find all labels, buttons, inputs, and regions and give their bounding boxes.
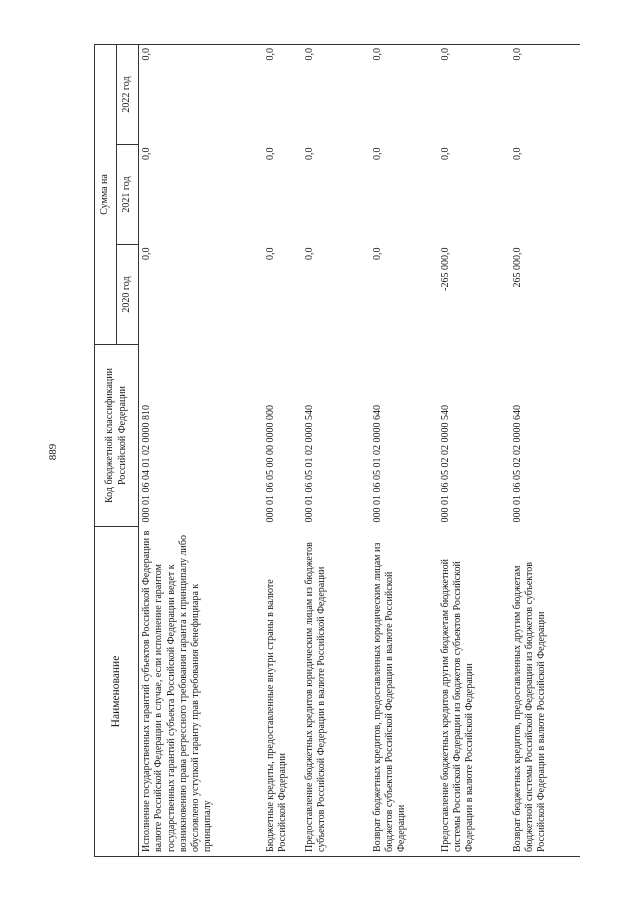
row-value-2022: 0,0: [263, 44, 302, 144]
header-sum-on: Сумма на: [95, 44, 117, 344]
row-value-2021: 0,0: [141, 147, 152, 160]
table-row: [263, 44, 302, 856]
row-value-2020: 0,0: [371, 247, 383, 260]
row-value-2022: 0,0: [510, 44, 580, 144]
row-name: Предоставление бюджетных кредитов юридическим лицам из бюджетов субъектов Российской Федерации в валюте Российской Федерации: [302, 527, 370, 857]
row-value-2020: 0,0: [141, 247, 152, 260]
row-code: 000 01 06 05 01 02 0000 540: [303, 405, 315, 523]
row-name: Бюджетные кредиты, предоставленные внутри страны в валюте Российской Федерации: [263, 527, 302, 857]
row-value-2020: 265 000,0: [511, 247, 523, 288]
table-row: [302, 44, 370, 856]
table-body: [139, 44, 580, 856]
row-name: Возврат бюджетных кредитов, предоставленных другим бюджетам бюджетной системы Российской Федерации из бюджетов субъектов Российской Федерации в валюте Российской Федерации: [510, 527, 580, 857]
row-value-2021: 0,0: [371, 147, 383, 160]
row-value-2022: 0,0: [302, 44, 370, 144]
row-value-2021: 0,0: [439, 147, 451, 160]
header-code: Код бюджетной классификации Российской Федерации: [95, 345, 139, 527]
row-value-2021: 0,0: [511, 147, 523, 160]
budget-table: [94, 44, 580, 857]
row-code: 000 01 06 04 01 02 0000 810: [141, 405, 152, 523]
header-year-2021: 2021 год: [117, 145, 139, 245]
page-number: 889: [47, 443, 59, 461]
table-row: [510, 44, 580, 856]
row-name: Исполнение государственных гарантий субъектов Российской Федерации в валюте Российской Федерации в случае, если исполнение гарантом государственных гарантий субъекта Российской Федерации ведет к возникновению права регрессного требования гаранта к принципалу либо обусловлено уступкой гаранту прав требования бенефициара к принципалу: [139, 527, 263, 857]
table-header: [95, 44, 139, 856]
table-row: [438, 44, 510, 856]
rotated-table-container: [94, 45, 560, 857]
row-name: Возврат бюджетных кредитов, предоставленных юридическим лицам из бюджетов субъектов Российской Федерации в валюте Российской Федерации: [370, 527, 438, 857]
row-value-2022: 0,0: [438, 44, 510, 144]
row-value-2020: -265 000,0: [439, 247, 451, 291]
table-row: [370, 44, 438, 856]
header-year-2020: 2020 год: [117, 245, 139, 345]
row-code: 000 01 06 05 00 00 0000 000: [264, 405, 276, 523]
row-code: 000 01 06 05 01 02 0000 640: [371, 405, 383, 523]
row-code: 000 01 06 05 02 02 0000 540: [439, 405, 451, 523]
header-name: Наименование: [95, 527, 139, 857]
row-value-2022: 0,0: [139, 44, 263, 144]
row-value-2020: 0,0: [303, 247, 315, 260]
row-code: 000 01 06 05 02 02 0000 640: [511, 405, 523, 523]
row-value-2021: 0,0: [264, 147, 276, 160]
row-value-2022: 0,0: [370, 44, 438, 144]
row-name: Предоставление бюджетных кредитов другим бюджетам бюджетной системы Российской Федерации из бюджетов субъектов Российской Федерации в валюте Российской Федерации: [438, 527, 510, 857]
header-year-2022: 2022 год: [117, 44, 139, 144]
row-value-2021: 0,0: [303, 147, 315, 160]
table-row: [139, 44, 263, 856]
row-value-2020: 0,0: [264, 247, 276, 260]
